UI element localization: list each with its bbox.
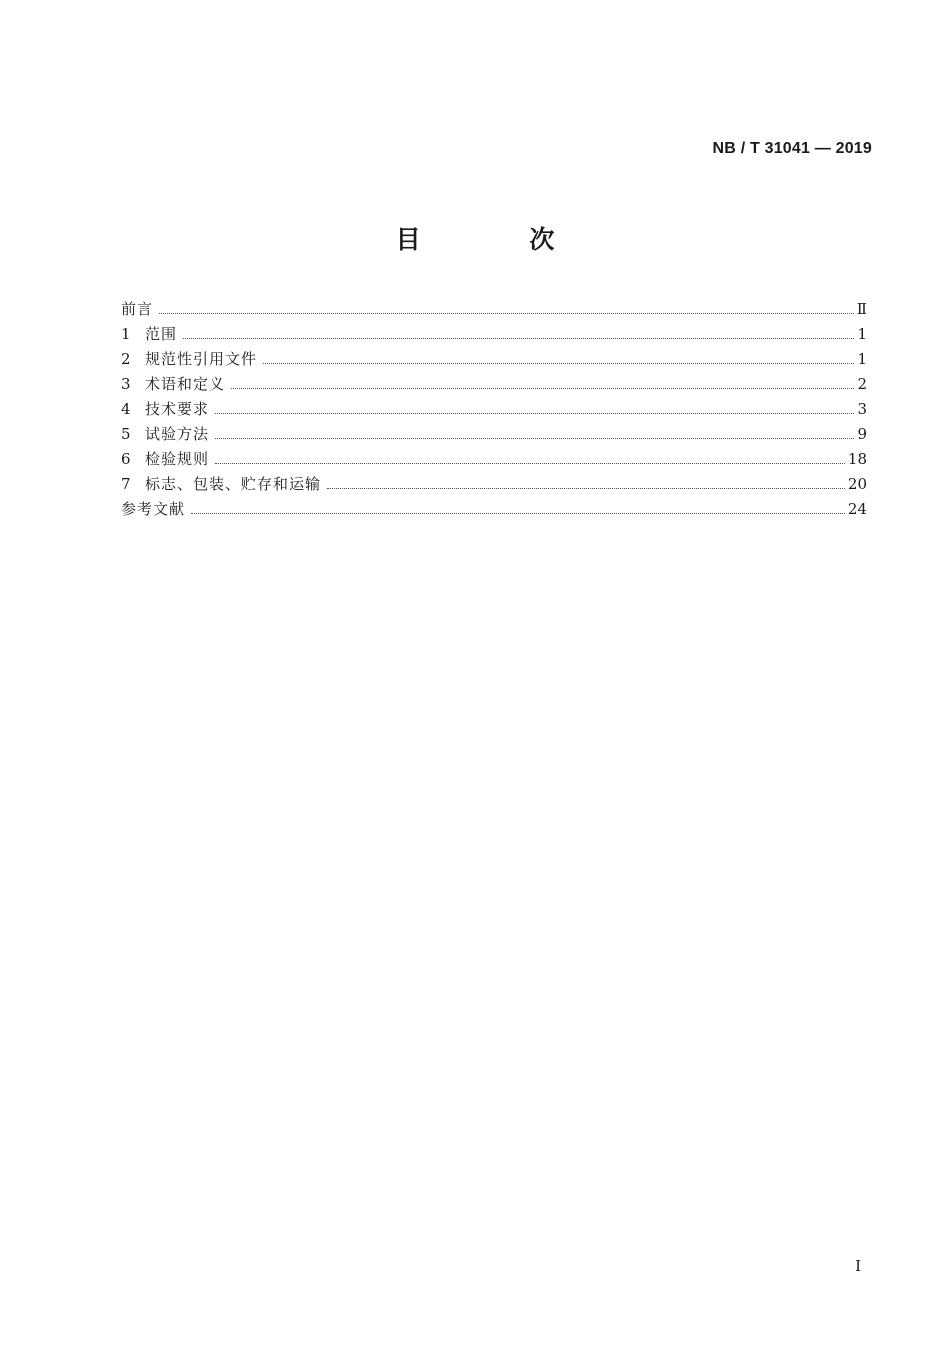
toc-label: 技术要求 — [145, 400, 210, 418]
toc-page-number: 18 — [847, 450, 867, 468]
dot-leader — [215, 413, 854, 414]
toc-entry-scope[interactable] — [121, 323, 867, 348]
toc-page-number: 2 — [857, 375, 867, 393]
toc-entry-technical-requirements[interactable] — [121, 398, 867, 423]
toc-label: 术语和定义 — [145, 375, 226, 393]
toc-label: 规范性引用文件 — [145, 350, 258, 368]
toc-section-number: 6 — [121, 450, 131, 468]
dot-leader — [263, 363, 854, 364]
toc-page-number: 9 — [857, 425, 867, 443]
toc-label: 前言 — [121, 300, 154, 318]
toc-page-number: 1 — [857, 325, 867, 343]
toc-section-number: 4 — [121, 400, 131, 418]
page-title: 目 次 — [395, 225, 605, 254]
toc-section-number: 2 — [121, 350, 131, 368]
toc-entry-foreword[interactable] — [121, 298, 867, 323]
toc-label: 检验规则 — [145, 450, 210, 468]
toc-page-number: 20 — [847, 475, 867, 493]
toc-entry-bibliography[interactable] — [121, 498, 867, 523]
standard-code: NB / T 31041 — 2019 — [712, 140, 872, 157]
dot-leader — [215, 463, 845, 464]
toc-entry-marking-packaging[interactable] — [121, 473, 867, 498]
dot-leader — [183, 338, 854, 339]
toc-label: 试验方法 — [145, 425, 210, 443]
dot-leader — [159, 313, 854, 314]
toc-entry-terms-definitions[interactable] — [121, 373, 867, 398]
toc-label: 范围 — [145, 325, 178, 343]
dot-leader — [215, 438, 854, 439]
toc-page-number: 1 — [857, 350, 867, 368]
toc-section-number: 5 — [121, 425, 131, 443]
table-of-contents — [121, 298, 867, 523]
toc-entry-normative-references[interactable] — [121, 348, 867, 373]
toc-entry-test-methods[interactable] — [121, 423, 867, 448]
toc-page-number: Ⅱ — [856, 300, 867, 318]
toc-section-number: 1 — [121, 325, 131, 343]
toc-page-number: 24 — [847, 500, 867, 518]
toc-entry-inspection-rules[interactable] — [121, 448, 867, 473]
toc-page-number: 3 — [857, 400, 867, 418]
toc-label: 参考文献 — [121, 500, 186, 518]
dot-leader — [231, 388, 854, 389]
dot-leader — [327, 488, 845, 489]
toc-section-number: 7 — [121, 475, 131, 493]
toc-section-number: 3 — [121, 375, 131, 393]
toc-label: 标志、包装、贮存和运输 — [145, 475, 322, 493]
page-number: I — [855, 1257, 861, 1275]
dot-leader — [191, 513, 845, 514]
